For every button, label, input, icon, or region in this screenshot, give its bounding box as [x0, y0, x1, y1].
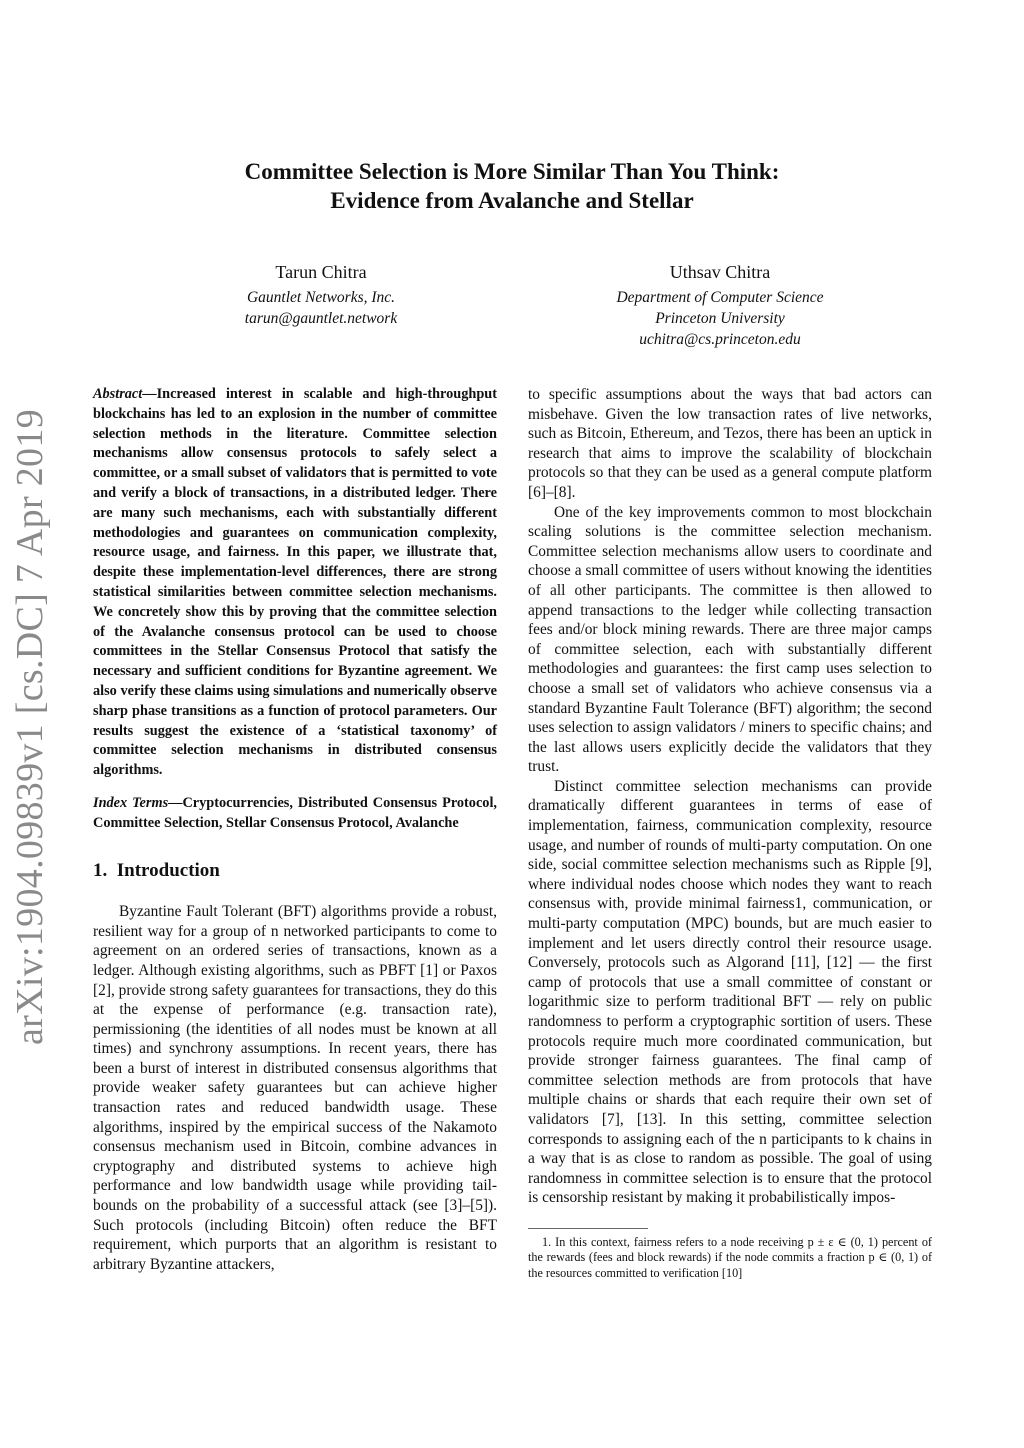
footnote-divider — [528, 1228, 648, 1229]
intro-paragraph: Byzantine Fault Tolerant (BFT) algorithms provide a robust, resilient way for a group of n networked participants to come to agreement on an ordered series of transactions, known as a ledger. Although existing algorithms, such as PBFT [1] or Paxos [2], provide strong safety guarantees for transactions, they do this at the expense of performance (e.g. transaction rate), permissioning (the identities of all nodes must be known at all times) and synchrony assumptions. In recent years, there has been a burst of interest in distributed consensus algorithms that provide weaker safety guarantees but can achieve higher transaction rates and reduced bandwidth usage. These algorithms, inspired by the empirical success of the Nakamoto consensus mechanism used in Bitcoin, combine advances in cryptography and distributed systems to achieve high performance and low bandwidth usage while providing tail-bounds on the probability of a successful attack (see [3]–[5]). Such protocols (including Bitcoin) often reduce the BFT requirement, which purports that an algorithm is resistant to arbitrary Byzantine attackers, — [93, 903, 497, 1273]
index-terms — [93, 794, 497, 834]
left-column — [93, 385, 497, 1274]
index-terms-text: —Cryptocurrencies, Distributed Consensus Protocol, Committee Selection, Stellar Consensus Protocol, Avalanche — [93, 794, 497, 831]
body-paragraph: Distinct committee selection mechanisms can provide dramatically different guarantees in terms of ease of implementation, fairness, communication complexity, resource usage, and number of rounds of multi-party computation. On one side, social committee selection mechanisms such as Ripple [9], where individual nodes choose which nodes they want to reach consensus with, provide minimal fairness1, communication, or multi-party computation (MPC) bounds, but are much easier to implement and let users directly control their resource usage. Conversely, protocols such as Algorand [11], [12] — the first camp of protocols that use a small committee of constant or logarithmic size to perform traditional BFT — rely on public randomness to perform a cryptographic sortition of users. These protocols require much more coordinated communication, but provide stronger fairness guarantees. The final camp of committee selection methods are from protocols that have multiple chains or shards that each require their own set of validators [7], [13]. In this setting, committee selection corresponds to assigning each of the n participants to k chains in a way that is as close to random as possible. The goal of using randomness in committee selection is to ensure that the protocol is censorship resistant by making it probabilistically impos- — [528, 777, 932, 1207]
section-title: Introduction — [116, 859, 220, 881]
author-email: uchitra@cs.princeton.edu — [639, 331, 801, 348]
author-institution: Princeton University — [655, 310, 785, 327]
author-affiliation: Gauntlet Networks, Inc. — [246, 289, 396, 306]
arxiv-identifier-stamp: arXiv:1904.09839v1 [cs.DC] 7 Apr 2019 — [9, 409, 51, 1045]
abstract — [93, 385, 497, 781]
paper-title — [150, 157, 874, 215]
section-number: 1. — [93, 859, 108, 881]
title-line-1: Committee Selection is More Similar Than You Think: — [244, 159, 780, 184]
section-heading-introduction — [93, 861, 497, 881]
author-email: tarun@gauntlet.network — [244, 310, 398, 327]
body-paragraph: to specific assumptions about the ways that bad actors can misbehave. Given the low transaction rates of live networks, such as Bitcoin, Ethereum, and Tezos, there has been an uptick in research that aims to improve the scalability of blockchain protocols so that they can be used as a general compute platform [6]–[8]. — [528, 386, 932, 501]
body-paragraph: One of the key improvements common to most blockchain scaling solutions is the committee selection mechanism. Committee selection mechanisms allow users to coordinate and choose a small committee of users without knowing the identities of all other participants. The committee is then allowed to append transactions to the ledger while collecting transaction fees and/or block mining rewards. There are three major camps of committee selection, each with substantially different methodologies and guarantees: the first camp uses selection to choose a small set of validators who achieve consensus via a standard Byzantine Fault Tolerance (BFT) algorithm; the second uses selection to assign validators / miners to specific chains; and the last allows users explicitly decide the validators that they trust. — [528, 503, 932, 776]
author-block-2 — [520, 262, 920, 350]
right-column — [528, 385, 932, 1281]
footnote: 1. In this context, fairness refers to a node receiving p ± ε ∈ (0, 1) percent of the rewards (fees and block rewards) if the node commits a fraction p ∈ (0, 1) of the resources committed to verification [10] — [528, 1234, 932, 1280]
author-name: Tarun Chitra — [275, 262, 367, 282]
abstract-text: —Increased interest in scalable and high-throughput blockchains has led to an explosion in the number of committee selection methods in the literature. Committee selection mechanisms allow consensus protocols to safely select a committee, or a small subset of validators that is permitted to vote and verify a block of transactions, in a distributed ledger. There are many such mechanisms, each with substantially different methodologies and guarantees on communication complexity, resource usage, and fairness. In this paper, we illustrate that, despite these implementation-level differences, there are strong statistical similarities between committee selection mechanisms. We concretely show this by proving that the committee selection of the Avalanche consensus protocol can be used to choose committees in the Stellar Consensus Protocol that satisfy the necessary and sufficient conditions for Byzantine agreement. We also verify these claims using simulations and numerically observe sharp phase transitions as a function of protocol parameters. Our results suggest the existence of a ‘statistical taxonomy’ of committee selection mechanisms in distributed consensus algorithms. — [93, 386, 497, 779]
author-affiliation: Department of Computer Science — [616, 289, 824, 306]
abstract-label: Abstract — [93, 386, 143, 402]
index-terms-label: Index Terms — [93, 794, 169, 811]
title-line-2: Evidence from Avalanche and Stellar — [330, 188, 694, 213]
author-name: Uthsav Chitra — [669, 262, 771, 282]
author-block-1 — [180, 262, 462, 329]
